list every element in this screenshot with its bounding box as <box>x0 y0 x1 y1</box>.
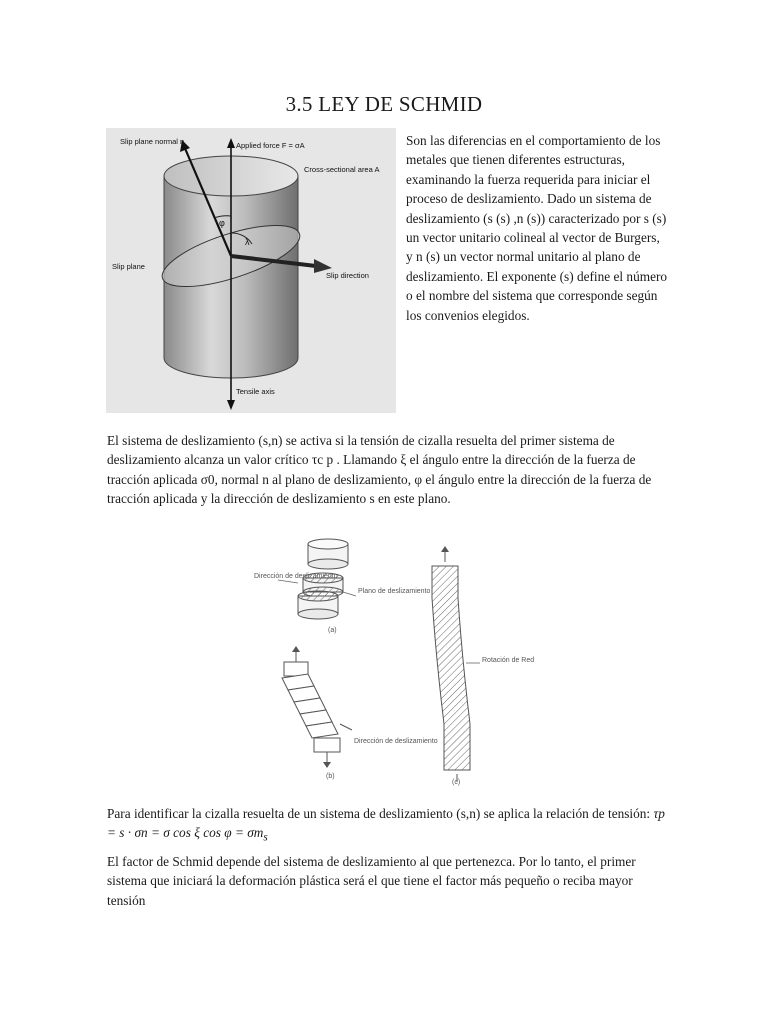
schmid-formula-subscript: s <box>263 832 268 845</box>
label-lattice-rotation-text: Rotación de Red <box>482 657 535 664</box>
slip-deformation-figure <box>248 538 535 786</box>
label-lambda: λ <box>245 237 250 247</box>
label-slip-plane-a-text: Plano de deslizamiento <box>358 588 431 595</box>
label-slip-plane-normal: Slip plane normal n <box>120 137 185 146</box>
caption-c: (c) <box>452 779 461 786</box>
paragraph-slip-activation: El sistema de deslizamiento (s,n) se activa si la tensión de cizalla resuelta del primer sistema de deslizamiento alcanza un valor crítico τc p . Llamando ξ el ángulo entre la dirección de la fuerza de tracción aplicada σ0, normal n al plano de deslizamiento, φ el ángulo entre la dirección de la fuerza de tracción aplicada y la dirección de deslizamiento s en este plano. <box>107 433 652 507</box>
paragraph-schmid-factor: El factor de Schmid depende del sistema de deslizamiento al que pertenezca. Por lo tanto, el primer sistema que iniciará la deformación plástica será el que tiene el factor más pequeño o reciba mayor tensión <box>107 854 636 908</box>
intro-paragraph: Son las diferencias en el comportamiento de los metales que tienen diferentes estructuras, examinando la fuerza requerida para iniciar el proceso de deslizamiento. Dado un sistema de deslizamiento (s (s) ,n (s)) caracterizado por s (s) un vector unitario colineal al vector de Burgers, y n (s) un vector normal unitario al plano de deslizamiento. El exponente (s) define el número o el nombre del sistema que corresponde según los convenios elegidos. <box>406 133 668 323</box>
label-slip-plane-a <box>358 588 430 595</box>
paragraph-resolved-shear <box>107 804 667 848</box>
label-slip-direction-a <box>254 573 338 580</box>
schmid-cylinder-figure <box>106 128 396 413</box>
resolved-shear-text: Para identificar la cizalla resuelta de un sistema de deslizamiento (s,n) se aplica la relación de tensión: <box>107 806 654 821</box>
label-cross-sectional-area: Cross-sectional area A <box>304 165 380 174</box>
caption-b: (b) <box>326 773 335 780</box>
caption-a: (a) <box>328 627 337 634</box>
label-slip-plane: Slip plane <box>112 262 145 271</box>
label-slip-direction-b <box>354 738 438 745</box>
label-phi: φ <box>219 218 225 228</box>
label-slip-direction-a-text: Dirección de deslizamiento <box>254 573 338 580</box>
label-applied-force: Applied force F = σA <box>236 141 305 150</box>
label-lattice-rotation <box>482 657 534 664</box>
label-slip-direction-b-text: Dirección de deslizamiento <box>354 738 438 745</box>
label-tensile-axis: Tensile axis <box>236 387 275 396</box>
page-title: 3.5 LEY DE SCHMID <box>285 92 483 116</box>
label-slip-direction: Slip direction <box>326 271 369 280</box>
schmid-formula: τp = s · σn = σ cos ξ cos φ = σm <box>107 806 665 841</box>
